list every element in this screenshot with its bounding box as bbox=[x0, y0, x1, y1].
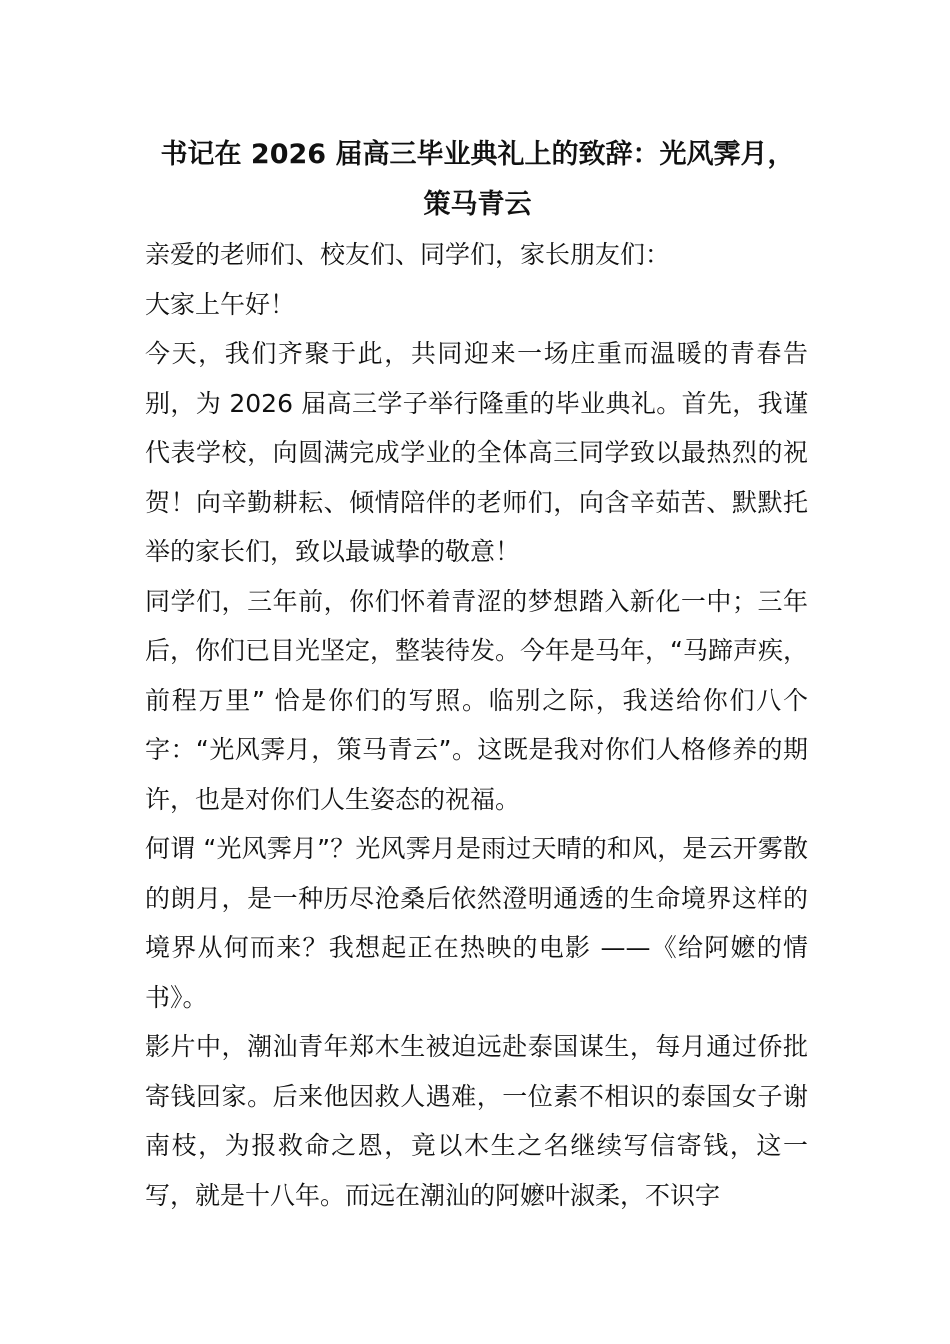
greeting: 大家上午好！ bbox=[145, 289, 296, 319]
title-line-2: 策马青云 bbox=[423, 189, 532, 220]
document-title bbox=[145, 130, 810, 230]
paragraph: 何谓 “光风霁月”？光风霁月是雨过天晴的和风，是云开雾散的朗月，是一种历尽沧桑后依然澄明通透的生命境界这样的境界从何而来？我想起正在热映的电影 ——《给阿嬷的情书》。 bbox=[145, 834, 808, 1012]
salutation: 亲爱的老师们、校友们、同学们，家长朋友们： bbox=[145, 240, 671, 269]
paragraph: 同学们，三年前，你们怀着青涩的梦想踏入新化一中；三年后，你们已目光坚定，整装待发。今年是马年，“马蹄声疾，前程万里” 恰是你们的写照。临别之际，我送给你们八个字：“光风霁月，策马青云”。这既是我对你们人格修养的期许，也是对你们人生姿态的祝福。 bbox=[145, 586, 808, 814]
paragraph: 影片中，潮汕青年郑木生被迫远赴泰国谋生，每月通过侨批寄钱回家。后来他因救人遇难，一位素不相识的泰国女子谢南枝，为报救命之恩，竟以木生之名继续写信寄钱，这一写，就是十八年。而远在潮汕的阿嬷叶淑柔，不识字 bbox=[145, 1032, 808, 1210]
paragraph: 今天，我们齐聚于此，共同迎来一场庄重而温暖的青春告别，为 2026 届高三学子举行隆重的毕业典礼。首先，我谨代表学校，向圆满完成学业的全体高三同学致以最热烈的祝贺！向辛勤耕耘、倾情陪伴的老师们，向含辛茹苦、默默托举的家长们，致以最诚挚的敬意！ bbox=[145, 339, 808, 566]
title-line-1: 书记在 2026 届高三毕业典礼上的致辞：光风霁月， bbox=[160, 139, 795, 170]
